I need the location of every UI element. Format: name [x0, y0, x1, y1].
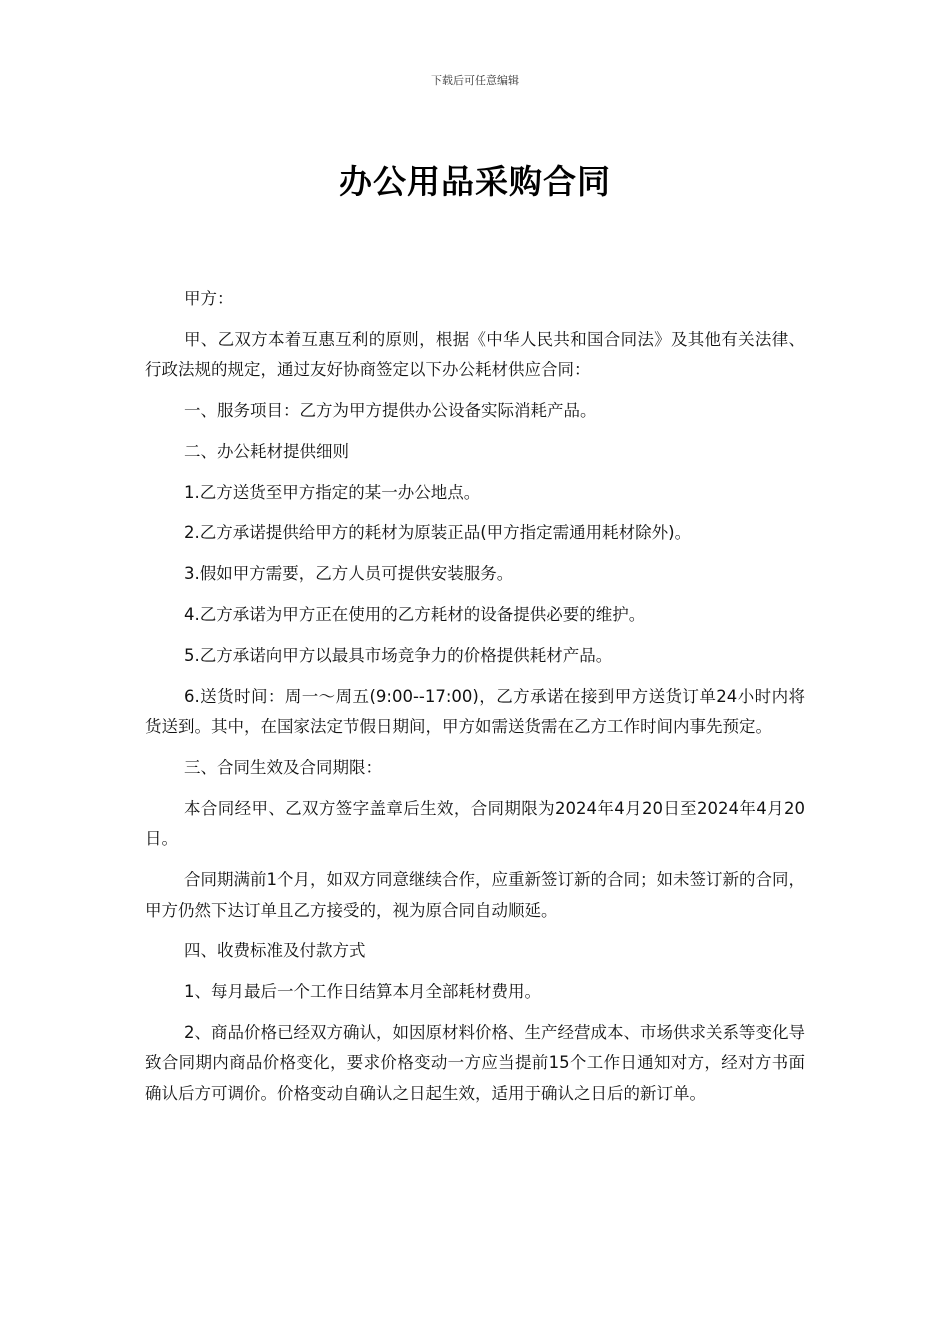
document-title: 办公用品采购合同	[339, 162, 611, 201]
preamble-paragraph: 甲、乙双方本着互惠互利的原则，根据《中华人民共和国合同法》及其他有关法律、行政法规的规定，通过友好协商签定以下办公耗材供应合同：	[145, 329, 805, 380]
contract-term-paragraph: 本合同经甲、乙双方签字盖章后生效，合同期限为2024年4月20日至2024年4月20日。	[145, 798, 805, 849]
clause-2-1: 1.乙方送货至甲方指定的某一办公地点。	[184, 482, 481, 502]
header-note: 下载后可任意编辑	[431, 74, 519, 87]
clause-4-2: 2、商品价格已经双方确认，如因原材料价格、生产经营成本、市场供求关系等变化导致合同期内商品价格变化，要求价格变动一方应当提前15个工作日通知对方，经对方书面确认后方可调价。价格变动自确认之日起生效，适用于确认之日后的新订单。	[145, 1022, 805, 1103]
section-3-heading: 三、合同生效及合同期限：	[184, 757, 382, 777]
clause-4-1: 1、每月最后一个工作日结算本月全部耗材费用。	[184, 982, 541, 1002]
party-a-line: 甲方：	[184, 289, 234, 308]
renewal-paragraph: 合同期满前1个月，如双方同意继续合作，应重新签订新的合同；如未签订新的合同，甲方仍然下达订单且乙方接受的，视为原合同自动顺延。	[145, 870, 805, 920]
clause-2-3: 3.假如甲方需要，乙方人员可提供安装服务。	[184, 564, 514, 584]
clause-2-2: 2.乙方承诺提供给甲方的耗材为原装正品(甲方指定需通用耗材除外)。	[184, 523, 692, 543]
clause-2-4: 4.乙方承诺为甲方正在使用的乙方耗材的设备提供必要的维护。	[184, 605, 646, 625]
clause-2-5: 5.乙方承诺向甲方以最具市场竞争力的价格提供耗材产品。	[184, 645, 613, 665]
section-1-service-items: 一、服务项目：乙方为甲方提供办公设备实际消耗产品。	[184, 401, 597, 421]
clause-2-6: 6.送货时间：周一～周五(9:00--17:00)，乙方承诺在接到甲方送货订单24小时内将货送到。其中，在国家法定节假日期间，甲方如需送货需在乙方工作时间内事先预定。	[145, 686, 805, 737]
section-2-heading: 二、办公耗材提供细则	[184, 441, 349, 461]
section-4-heading: 四、收费标准及付款方式	[184, 941, 366, 961]
contract-body	[145, 284, 805, 1120]
